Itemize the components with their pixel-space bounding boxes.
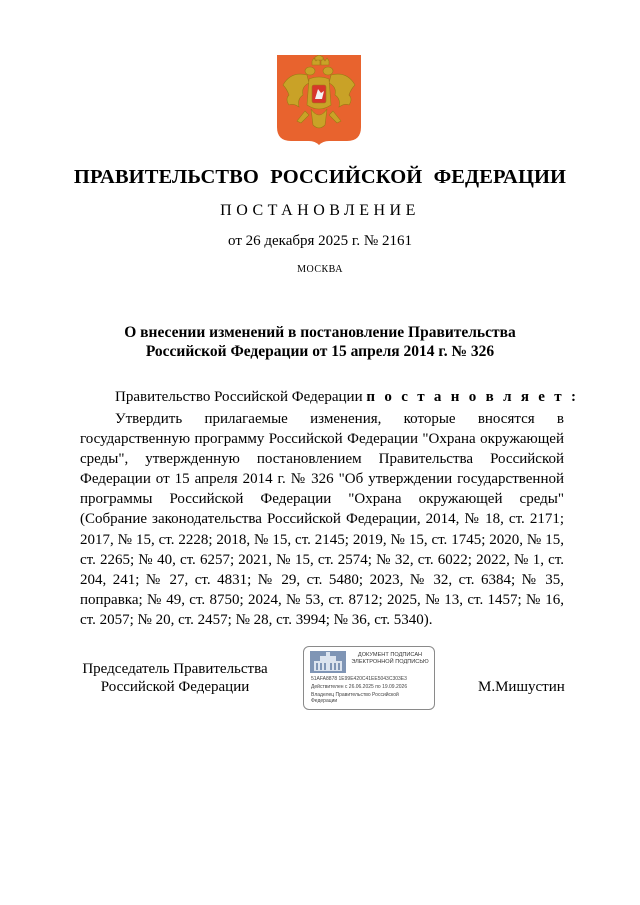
resolution-body: Утвердить прилагаемые изменения, которые вносятся в государственную программу Российской Федерации "Охрана окружающей среды", утвержденную постановлением Правительства Российской Федерации от 15 апреля 2014 г. № 326 "Об утверждении государственной программы Российской Федерации "Охрана окружающей среды" (Собрание законодательства Российской Федерации, 2014, № 18, ст. 2171; 2017, № 15, ст. 2228; 2018, № 15, ст. 2145; 2019, № 15, ст. 1745; 2020, № 15, ст. 2265; № 40, ст. 6257; 2021, № 15, ст. 2574; № 32, ст. 6022; 2022, № 1, ст. 204, 241; № 27, ст. 4831; № 29, ст. 5480; 2023, № 32, ст. 6384; № 35, поправка; № 49, ст. 8750; 2024, № 53, ст. 8712; 2025, № 13, ст. 1457; № 16, ст. 2057; № 20, ст. 2457; № 28, ст. 3994; № 36, ст. 5340). (80, 411, 564, 628)
preamble-verb: п о с т а н о в л я е т : (366, 389, 579, 405)
resolution-title-line-2: Российской Федерации от 15 апреля 2014 г. № 326 (145, 343, 495, 360)
document-type: ПОСТАНОВЛЕНИЕ (220, 202, 420, 219)
stamp-title-line-2: ЭЛЕКТРОННОЙ ПОДПИСЬЮ (351, 659, 429, 665)
resolution-title-line-1: О внесении изменений в постановление Правительства (124, 324, 516, 341)
preamble (115, 389, 579, 406)
signatory-position-line-1: Председатель Правительства (82, 661, 268, 677)
signatory-name: М.Мишустин (478, 679, 565, 695)
stamp-certificate: 51AFA8878 1E99E420C41EE5043C303E3 (311, 676, 407, 682)
electronic-signature-stamp (303, 646, 435, 710)
government-building-icon (310, 651, 346, 673)
stamp-title-line-1: ДОКУМЕНТ ПОДПИСАН (357, 652, 423, 658)
preamble-subject: Правительство Российской Федерации (115, 389, 363, 405)
document-date-number: от 26 декабря 2025 г. № 2161 (228, 233, 412, 249)
stamp-title (346, 652, 434, 666)
russian-coat-of-arms-icon (277, 55, 361, 145)
resolution-title (80, 323, 560, 361)
signatory-position (80, 660, 270, 696)
stamp-owner-line-1: Владелец Правительство Российской (311, 692, 399, 698)
document-city: МОСКВА (297, 264, 343, 275)
government-title: ПРАВИТЕЛЬСТВО РОССИЙСКОЙ ФЕДЕРАЦИИ (73, 166, 567, 188)
stamp-validity: Действителен с 26.06.2025 по 19.09.2026 (311, 684, 408, 690)
signatory-position-line-2: Российской Федерации (100, 679, 250, 695)
stamp-owner-line-2: Федерации (311, 698, 338, 704)
